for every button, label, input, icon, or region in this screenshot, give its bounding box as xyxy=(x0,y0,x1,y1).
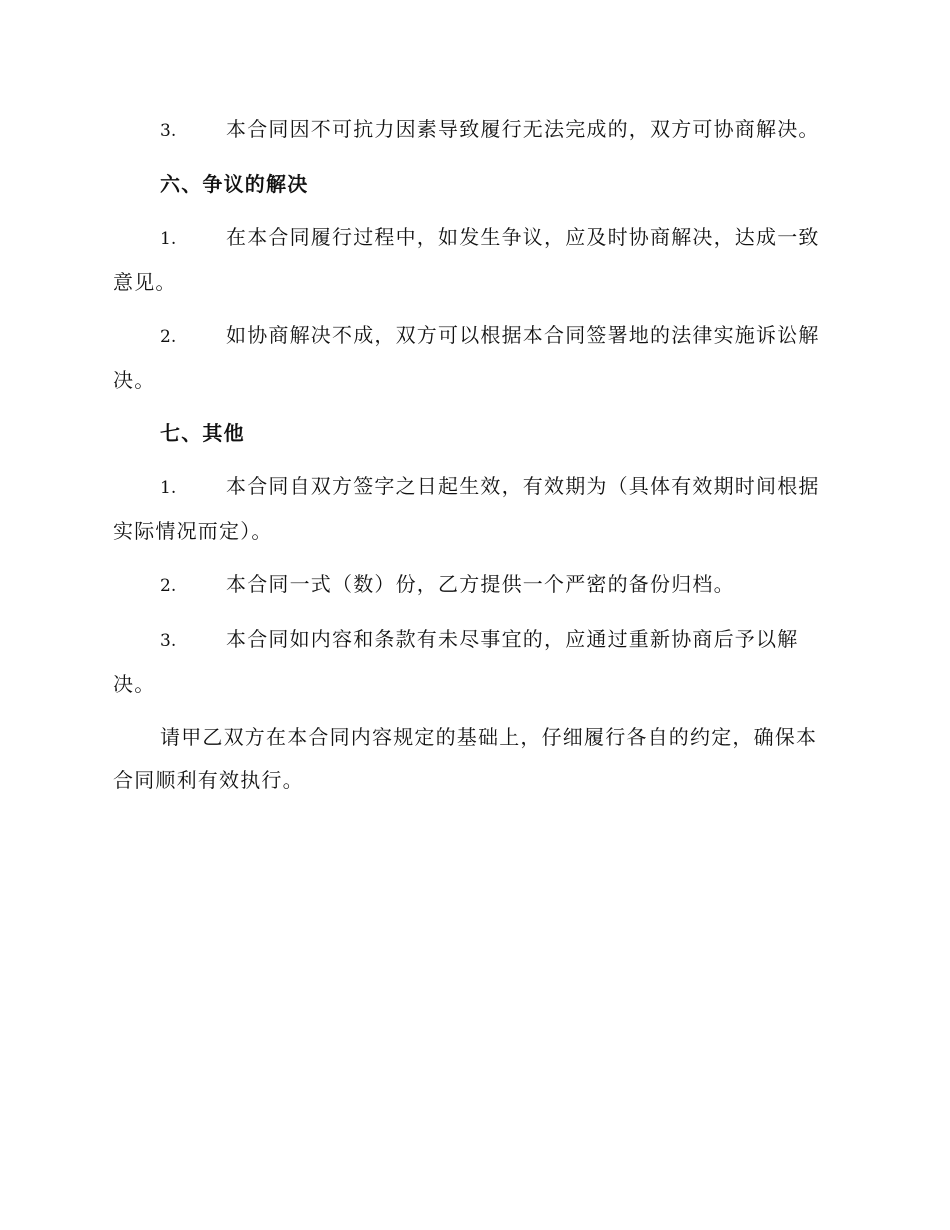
section6-item-1 xyxy=(113,216,835,304)
item-text: 如协商解决不成，双方可以根据本合同签署地的法律实施诉讼解决。 xyxy=(113,323,820,392)
section7-item-3 xyxy=(113,618,835,706)
item-text: 在本合同履行过程中，如发生争议，应及时协商解决，达成一致意见。 xyxy=(113,225,820,294)
item-number: 1. xyxy=(160,229,177,249)
closing-paragraph: 请甲乙双方在本合同内容规定的基础上，仔细履行各自的约定，确保本合同顺利有效执行。 xyxy=(113,725,818,792)
section6-heading: 六、争议的解决 xyxy=(160,172,309,196)
item-number: 1. xyxy=(160,478,177,498)
item-text: 本合同自双方签字之日起生效，有效期为（具体有效期时间根据实际情况而定）。 xyxy=(113,474,820,543)
section7-item-2 xyxy=(113,563,835,608)
item-number: 2. xyxy=(160,576,177,596)
item-text: 本合同如内容和条款有未尽事宜的，应通过重新协商后予以解决。 xyxy=(113,627,799,696)
section6-item-2 xyxy=(113,314,835,402)
item-text: 本合同一式（数）份，乙方提供一个严密的备份归档。 xyxy=(226,572,735,596)
section7-item-1 xyxy=(113,465,835,553)
section5-item-3 xyxy=(113,108,835,153)
item-number: 2. xyxy=(160,327,177,347)
document-body xyxy=(113,108,835,802)
item-number: 3. xyxy=(160,121,177,141)
item-text: 本合同因不可抗力因素导致履行无法完成的，双方可协商解决。 xyxy=(226,117,820,141)
item-number: 3. xyxy=(160,631,177,651)
section7-heading: 七、其他 xyxy=(160,421,245,445)
